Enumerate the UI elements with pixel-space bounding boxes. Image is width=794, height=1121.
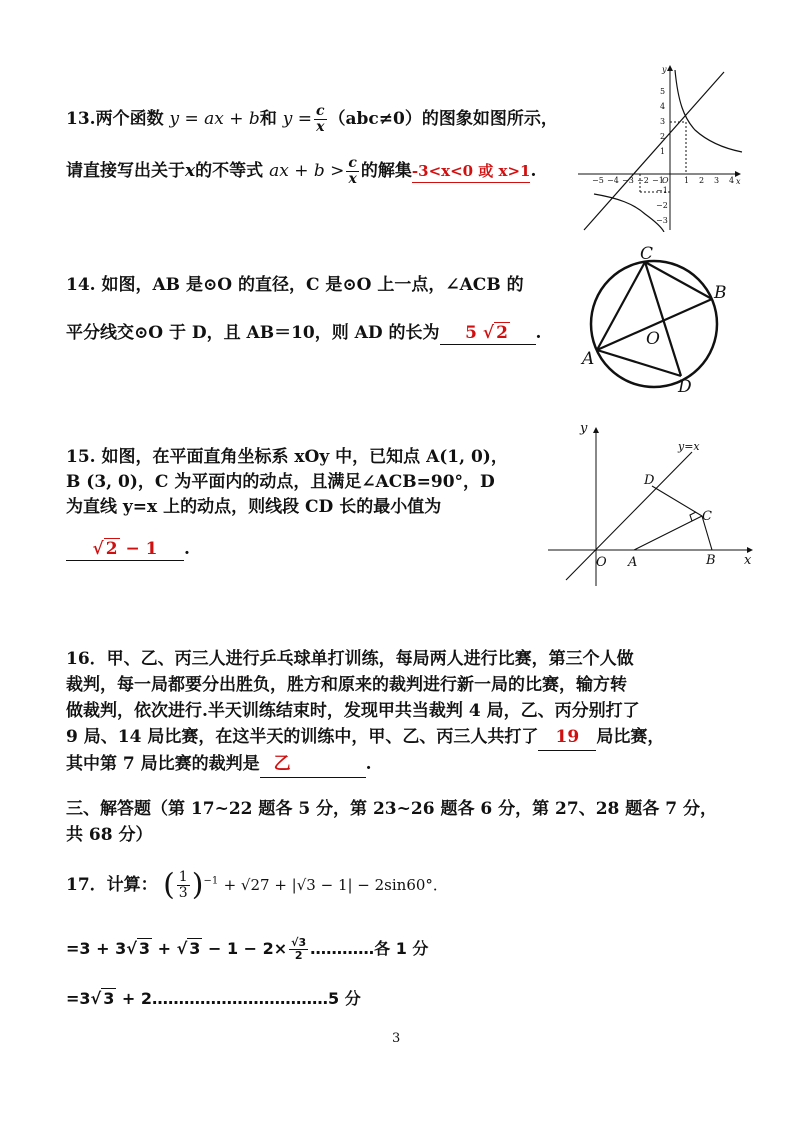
q16-answer-2: 乙 <box>260 751 366 778</box>
svg-text:A: A <box>628 555 638 570</box>
q15-figure <box>546 420 760 588</box>
q13-hyperbola-left <box>594 194 664 232</box>
svg-text:−5: −5 <box>592 176 604 185</box>
svg-text:4: 4 <box>729 176 735 185</box>
svg-text:2: 2 <box>699 176 705 185</box>
page-number: 3 <box>392 1031 401 1046</box>
q16-answer-1: 19 <box>538 724 596 751</box>
svg-text:−4: −4 <box>607 176 619 185</box>
q13-fraction: $\frac{c}{x}$ <box>316 103 325 135</box>
q13-number: 13. <box>66 109 96 129</box>
svg-text:3: 3 <box>714 176 720 185</box>
svg-text:−2: −2 <box>656 201 668 210</box>
svg-text:5: 5 <box>660 87 666 96</box>
svg-text:D: D <box>644 473 655 488</box>
q13-line2: 请直接写出关于x的不等式 ax + b > $\frac{c}{x}$ 的解集-3<x<0 或 x>1. <box>66 155 537 187</box>
q13-ineq-fraction: $\frac{c}{x}$ <box>348 155 357 187</box>
svg-text:−1: −1 <box>656 186 668 195</box>
section3-heading: 三、解答题（第 17~22 题各 5 分，第 23~26 题各 6 分，第 27、28 题各 7 分， 共 68 分） <box>66 799 717 845</box>
svg-text:A: A <box>582 349 595 369</box>
q17-step1: =3 + 3√ 3 + √ 3 − 1 − 2× $\frac{√3}{2}$ …………各 1 分 <box>66 936 429 962</box>
svg-text:−2: −2 <box>637 176 649 185</box>
q15-line3: 为直线 y=x 上的动点，则线段 CD 长的最小值为 <box>66 497 442 517</box>
svg-text:y=x: y=x <box>678 440 700 453</box>
svg-text:2: 2 <box>660 132 666 141</box>
svg-text:B: B <box>706 553 716 568</box>
q15-answer: √ 2 − 1 . <box>66 538 190 561</box>
q13-graph <box>574 62 744 232</box>
svg-text:O: O <box>662 176 669 185</box>
svg-text:O: O <box>596 555 607 570</box>
svg-text:O: O <box>646 329 660 349</box>
svg-text:−3: −3 <box>656 216 668 225</box>
svg-text:x: x <box>744 553 752 568</box>
svg-text:1: 1 <box>660 147 666 156</box>
svg-text:B: B <box>714 283 727 303</box>
q13-linear-graph <box>584 72 724 230</box>
svg-text:y: y <box>580 421 588 436</box>
svg-text:1: 1 <box>684 176 690 185</box>
svg-text:4: 4 <box>660 102 666 111</box>
q13-hyperbola-right <box>675 70 742 152</box>
q14-answer: 5 √ 2 <box>440 322 536 345</box>
svg-text:x: x <box>736 177 741 186</box>
q16-block: 16．甲、乙、丙三人进行乒乓球单打训练，每局两人进行比赛，第三个人做 裁判，每一局都要分出胜负，胜方和原来的裁判进行新一局的比赛，输方转 做裁判，依次进行.半天训练结束时，发现甲共当裁判 4 局，乙、丙分别打了 9 局、14 局比赛，在这半天的训练中，甲、乙、丙三人共打了 19 局比赛， 其中第 7 局比赛的裁判是 乙 . <box>66 646 746 778</box>
q15-line1: 15. 如图，在平面直角坐标系 xOy 中，已知点 A(1, 0)， <box>66 447 508 467</box>
svg-text:C: C <box>640 246 654 264</box>
q17-question: 17．计算： ( $\frac{1}{3}$ )$^{-1}$ + √27 + |√3 − 1| − 2sin60°． <box>66 867 448 903</box>
svg-text:3: 3 <box>660 117 666 126</box>
svg-text:−1: −1 <box>652 176 664 185</box>
q13-answer: -3<x<0 或 x>1 <box>412 160 531 183</box>
svg-text:y: y <box>662 65 667 74</box>
svg-text:D: D <box>678 377 692 397</box>
svg-text:C: C <box>702 509 712 524</box>
q14-figure <box>574 246 734 398</box>
q13-line1: 13.两个函数 y = ax + b和 y = $\frac{c}{x}$ （abc≠0）的图象如图所示， <box>66 103 558 135</box>
q14-line1: 14. 如图，AB 是⊙O 的直径，C 是⊙O 上一点，∠ACB 的 <box>66 275 524 295</box>
svg-text:−3: −3 <box>622 176 634 185</box>
q15-line2: B (3, 0)，C 为平面内的动点，且满足∠ACB=90°，D <box>66 472 495 492</box>
q17-step2: =3√ 3 + 2……………………………5 分 <box>66 989 361 1008</box>
q14-line2: 平分线交⊙O 于 D，且 AB＝10，则 AD 的长为 5 √ 2 . <box>66 323 542 343</box>
